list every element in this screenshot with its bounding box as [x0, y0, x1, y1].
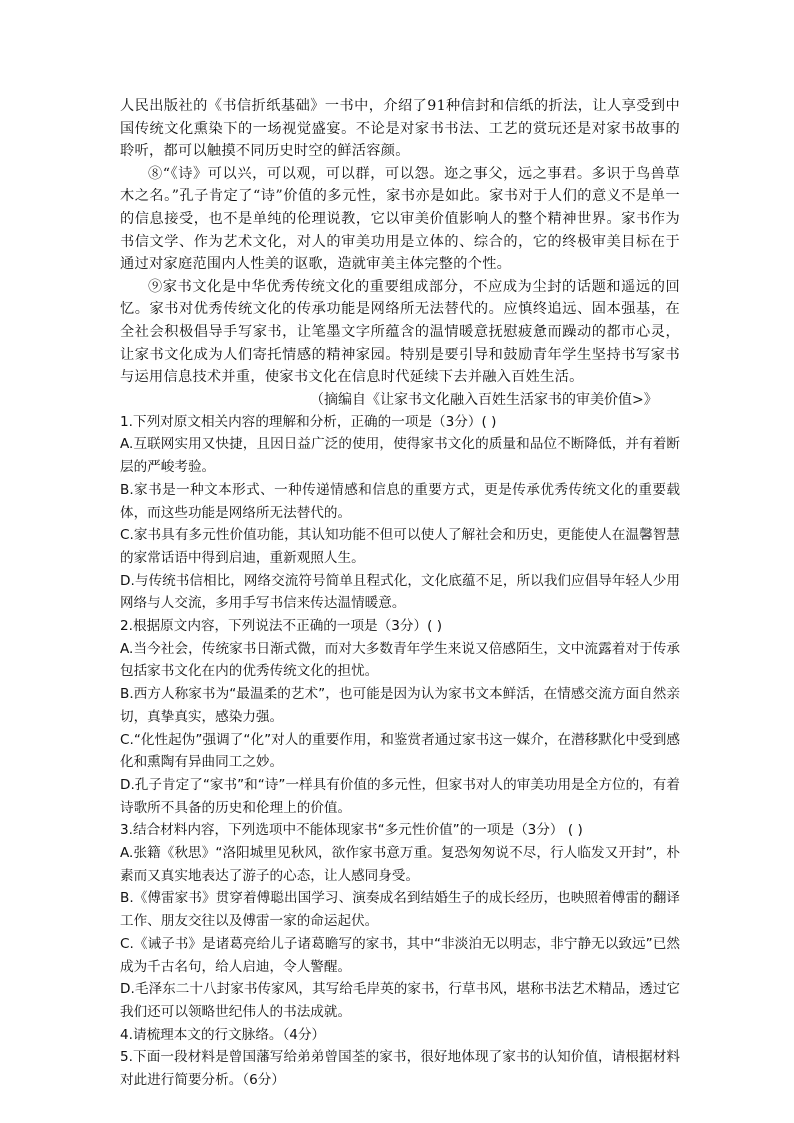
question-1-option-c: C.家书具有多元性价值功能，其认知功能不但可以使人了解社会和历史，更能使人在温馨智慧的家常话语中得到启迪，重新观照人生。	[120, 527, 680, 566]
question-1	[120, 411, 680, 615]
question-3-option-d: D.毛泽东二十八封家书传家风，其写给毛岸英的家书，行草书风，堪称书法艺术精品，透过它我们还可以领略世纪伟人的书法成就。	[120, 981, 680, 1020]
question-5-stem: 5.下面一段材料是曾国藩写给弟弟曾国荃的家书，很好地体现了家书的认知价值，请根据材料对此进行简要分析。（6分）	[120, 1049, 680, 1089]
question-1-option-d: D.与传统书信相比，网络交流符号简单且程式化，文化底蕴不足，所以我们应倡导年轻人少用网络与人交流，多用手写书信来传达温情暖意。	[120, 572, 680, 612]
question-2-option-c: C.“化性起伪”强调了“化”对人的重要作用，和鉴赏者通过家书这一媒介，在潜移默化中受到感化和熏陶有异曲同工之妙。	[120, 731, 680, 771]
question-4-stem: 4.请梳理本文的行文脉络。（4分）	[120, 1026, 326, 1043]
passage-paragraph-8: ⑧“《诗》可以兴，可以观，可以群，可以怨。迩之事父，远之事君。多识于鸟兽草木之名。”孔子肯定了“诗”价值的多元性，家书亦是如此。家书对于人们的意义不是单一的信息接受，也不是单纯的伦理说教，它以审美价值影响人的整个精神世界。家书作为书信文学、作为艺术文化，对人的审美功用是立体的、综合的，它的终极审美目标在于通过对家庭范围内人性美的讴歌，造就审美主体完整的个性。	[120, 165, 680, 273]
question-5	[120, 1046, 680, 1091]
passage-source-citation: （摘编自《让家书文化融入百姓生活家书的审美价值>》	[310, 391, 658, 408]
passage-paragraph-9: ⑨家书文化是中华优秀传统文化的重要组成部分，不应成为尘封的话题和遥远的回忆。家书对优秀传统文化的传承功能是网络所无法替代的。应慎终追远、固本强基，在全社会积极倡导手写家书，让笔墨文字所蕴含的温情暖意抚慰疲惫而躁动的都市心灵，让家书文化成为人们寄托情感的精神家园。特别是要引导和鼓励青年学生坚持书写家书与运用信息技术并重，使家书文化在信息时代延续下去并融入百姓生活。	[120, 278, 680, 386]
question-3	[120, 819, 680, 1023]
question-2-option-a: A.当今社会，传统家书日渐式微，而对大多数青年学生来说又倍感陌生，文中流露着对于传承包括家书文化在内的优秀传统文化的担忧。	[120, 640, 680, 680]
question-1-option-b: B.家书是一种文本形式、一种传递情感和信息的重要方式，更是传承优秀传统文化的重要载体，而这些功能是网络所无法替代的。	[120, 481, 680, 521]
question-3-option-c: C.《诫子书》是诸葛亮给儿子诸葛瞻写的家书，其中“非淡泊无以明志，非宁静无以致远”已然成为千古名句，给人启迪，令人警醒。	[120, 935, 680, 975]
question-4	[120, 1024, 680, 1047]
passage-paragraph-intro: 人民出版社的《书信折纸基础》一书中，介绍了91种信封和信纸的折法，让人享受到中国传统文化熏染下的一场视觉盛宴。不论是对家书书法、工艺的赏玩还是对家书故事的聆听，都可以触摸不同历史时空的鲜活容颜。	[120, 98, 680, 160]
question-3-option-a: A.张籍《秋思》“洛阳城里见秋风，欲作家书意万重。复恐匆匆说不尽，行人临发又开封”，朴素而又真实地表达了游子的心态，让人感同身受。	[120, 845, 680, 884]
question-1-stem: 1.下列对原文相关内容的理解和分析，正确的一项是（3分）( )	[120, 413, 497, 430]
question-2	[120, 615, 680, 819]
question-2-stem: 2.根据原文内容，下列说法不正确的一项是（3分）( )	[120, 618, 443, 635]
question-3-option-b: B.《傅雷家书》贯穿着傅聪出国学习、演奏成名到结婚生子的成长经历，也映照着傅雷的翻译工作、朋友交往以及傅雷一家的命运起伏。	[120, 890, 680, 930]
question-2-option-d: D.孔子肯定了“家书”和“诗”一样具有价值的多元性，但家书对人的审美功用是全方位的，有着诗歌所不具备的历史和伦理上的价值。	[120, 776, 680, 816]
question-3-stem: 3.结合材料内容，下列选项中不能体现家书“多元性价值”的一项是（3分） ( )	[120, 822, 583, 839]
document-content	[120, 95, 680, 1092]
question-2-option-b: B.西方人称家书为“最温柔的艺术”，也可能是因为认为家书文本鲜活，在情感交流方面自然亲切，真挚真实，感染力强。	[120, 686, 680, 725]
question-1-option-a: A.互联网实用又快捷，且因日益广泛的使用，使得家书文化的质量和品位不断降低，并有着断层的严峻考验。	[120, 436, 680, 476]
